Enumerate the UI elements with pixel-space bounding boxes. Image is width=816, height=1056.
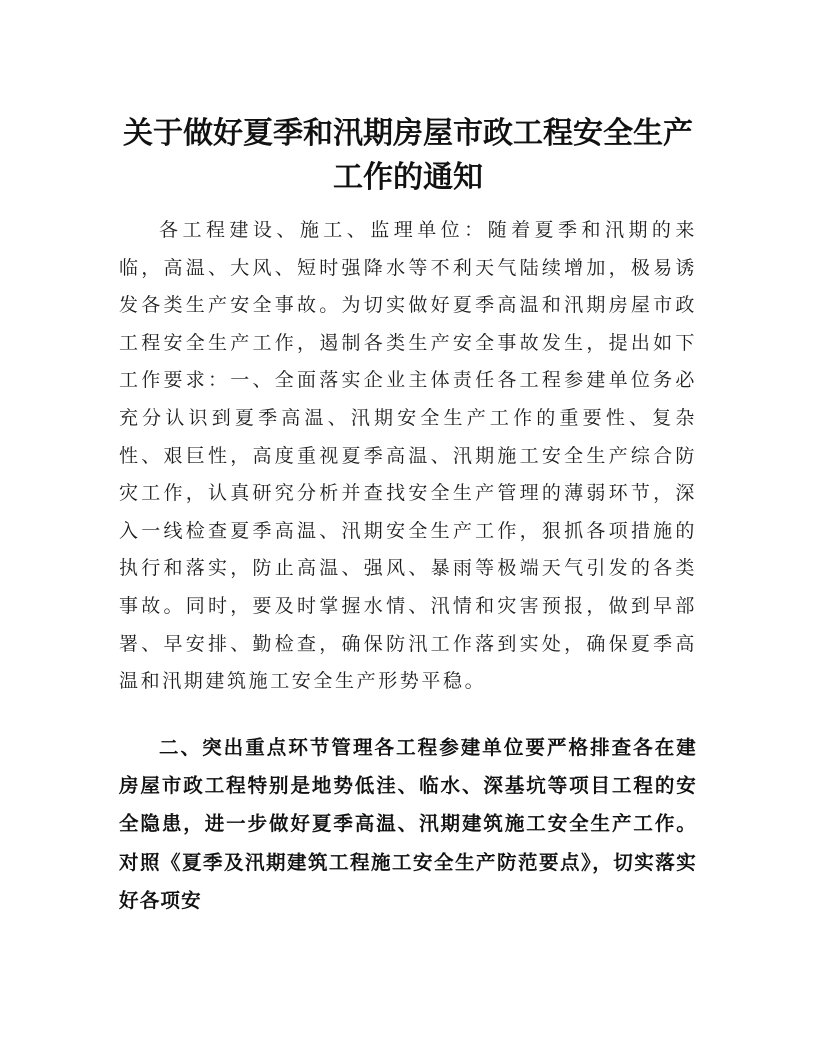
body-paragraph-1: 各工程建设、施工、监理单位：随着夏季和汛期的来临，高温、大风、短时强降水等不利天气陆续增加，极易诱发各类生产安全事故。为切实做好夏季高温和汛期房屋市政工程安全生产工作，遏制各类生产安全事故发生，提出如下工作要求：一、全面落实企业主体责任各工程参建单位务必充分认识到夏季高温、汛期安全生产工作的重要性、复杂性、艰巨性，高度重视夏季高温、汛期施工安全生产综合防灾工作，认真研究分析并查找安全生产管理的薄弱环节，深入一线检查夏季高温、汛期安全生产工作，狠抓各项措施的执行和落实，防止高温、强风、暴雨等极端天气引发的各类事故。同时，要及时掌握水情、汛情和灾害预报，做到早部署、早安排、勤检查，确保防汛工作落到实处，确保夏季高温和汛期建筑施工安全生产形势平稳。 — [119, 219, 697, 693]
document-title — [100, 112, 716, 200]
body-paragraph-2: 二、突出重点环节管理各工程参建单位要严格排查各在建房屋市政工程特别是地势低洼、临水、深基坑等项目工程的安全隐患，进一步做好夏季高温、汛期建筑施工安全生产工作。对照《夏季及汛期建筑工程施工安全生产防范要点》，切实落实好各项安 — [119, 736, 697, 912]
document-title-line-2: 工作的通知 — [333, 160, 483, 195]
document-title-line-1: 关于做好夏季和汛期房屋市政工程安全生产 — [123, 116, 693, 151]
